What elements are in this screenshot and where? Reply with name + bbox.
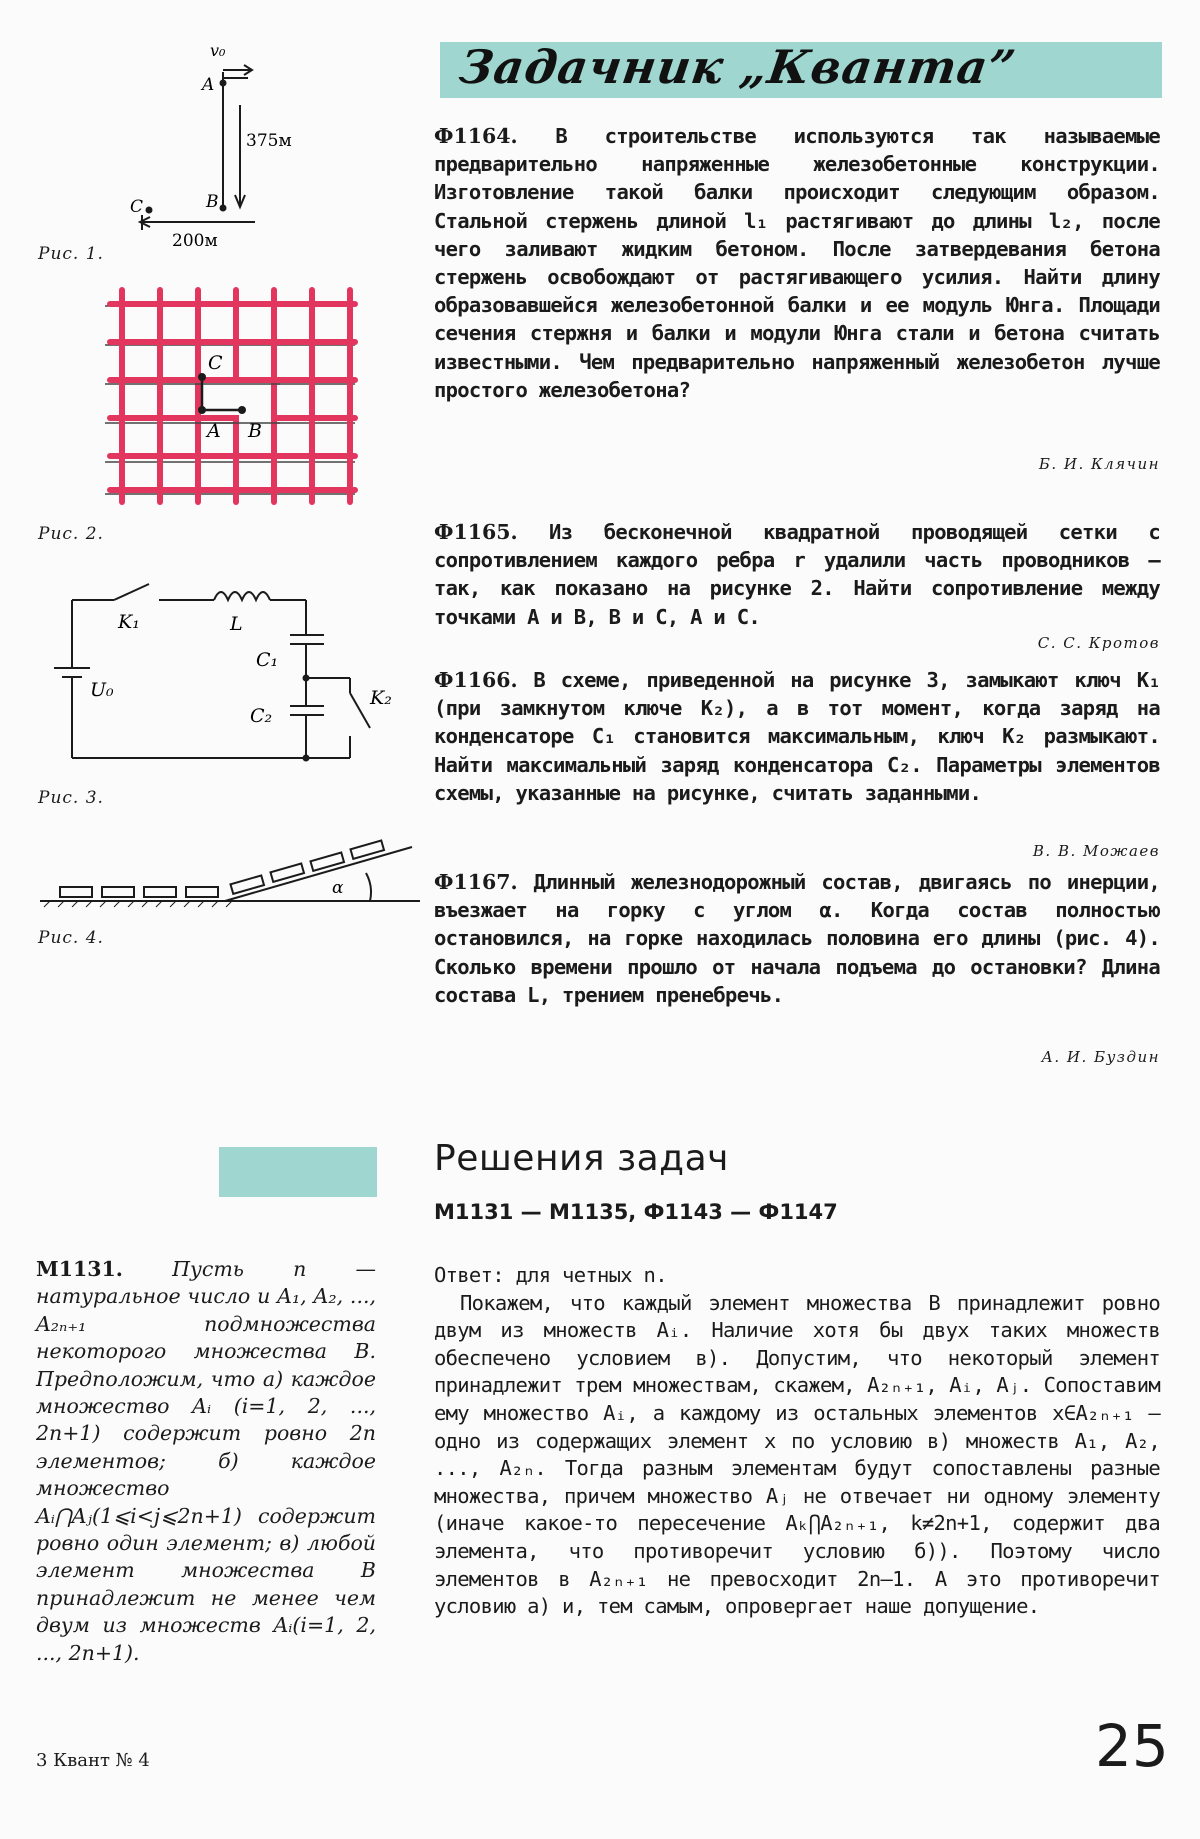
problem-text: Из бесконечной квадратной проводящей сетки с сопротивлением каждого ребра r удалили часть проводников — так, как показано на рисунке 2. Найти сопротивление между точками A и B, B и C, A и C. [434,520,1160,629]
problem-f1165 [434,518,1160,631]
solutions-title: Решения задач [434,1138,729,1179]
figure-2-caption: Рис. 2. [38,524,104,544]
solutions-subtitle: М1131 — М1135, Ф1143 — Ф1147 [434,1200,838,1224]
node-a-marker [198,406,206,414]
m1131-number: М1131. [36,1257,123,1281]
v0-label: v₀ [210,41,226,60]
point-b-marker [220,205,227,212]
footer-issue: 3 Квант № 4 [36,1750,150,1771]
problem-number: Ф1166. [434,668,518,692]
m1131-condition-text: Пусть n — натуральное число и A₁, A₂, ..., A₂ₙ₊₁ подмножества некоторого множества B. Предположим, что а) каждое множество Aᵢ (i=1, 2, ..., 2n+1) содержит ровно 2n элементов; б) каждое множество Aᵢ⋂Aⱼ(1⩽i<j⩽2n+1) содержит ровно один элемент; в) любой элемент множества B принадлежит не менее чем двум из множеств Aᵢ(i=1, 2, ..., 2n+1). [36,1257,376,1665]
point-b-label: B [206,192,219,212]
dist-ab-label: 375м [246,131,292,151]
node-b-marker [238,406,246,414]
point-c-label: C [130,197,144,217]
problem-text: Длинный железнодорожный состав, двигаясь по инерции, въезжает на горку с углом α. Когда состав полностью остановился, на горке находилась половина его длины (рис. 4). Сколько времени прошло от начала подъема до остановки? Длина состава L, трением пренебречь. [434,870,1160,1007]
solution-body [434,1262,1160,1621]
problem-number: Ф1167. [434,870,518,894]
point-a-marker [220,80,227,87]
node-b-label: B [248,420,262,442]
c2-label: C₂ [250,705,273,727]
point-a-label: A [202,75,215,95]
problem-author: Б. И. Клячин [1038,455,1160,473]
page-number: 25 [1095,1712,1169,1780]
u0-label: U₀ [90,679,114,701]
solution-answer: Ответ: для четных n. [434,1263,667,1287]
m1131-condition [36,1256,376,1667]
node-c-marker [198,373,206,381]
problem-number: Ф1165. [434,520,518,544]
figure-4-caption: Рис. 4. [38,928,104,948]
problem-f1166 [434,666,1160,807]
angle-alpha-label: α [332,878,344,898]
problem-text: В строительстве используются так называемые предварительно напряженные железобетонные конструкции. Изготовление такой балки происходит следующим образом. Стальной стержень длиной l₁ растягивают до длины l₂, после чего заливают жидким бетоном. После затвердевания бетона стержень освобождают от растягивающего усилия. Найти длину образовавшейся железобетонной балки и ее модуль Юнга. Площади сечения стержня и балки и модули Юнга стали и бетона считать известными. Чем предварительно напряженный железобетон лучше простого железобетона? [434,124,1160,402]
key-k2-label: K₂ [370,687,392,709]
figure-4 [40,835,420,915]
problem-f1167 [434,868,1160,1009]
problem-author: А. И. Буздин [1041,1048,1160,1066]
figure-3 [44,578,404,778]
problem-number: Ф1164. [434,124,518,148]
point-c-marker [146,207,153,214]
dist-bc-label: 200м [172,231,218,251]
node-c-label: C [208,352,223,374]
figure-3-caption: Рис. 3. [38,788,104,808]
figure-1 [120,40,292,251]
solutions-band [219,1147,377,1197]
key-k1-label: K₁ [118,611,140,633]
figure-1-caption: Рис. 1. [38,244,104,264]
inductor-label: L [230,613,243,635]
problem-text: В схеме, приведенной на рисунке 3, замыкают ключ К₁ (при замкнутом ключе К₂), а в тот момент, когда заряд на конденсаторе C₁ становится максимальным, ключ К₂ размыкают. Найти максимальный заряд конденсатора C₂. Параметры элементов схемы, указанные на рисунке, считать заданными. [434,668,1160,805]
problem-author: С. С. Кротов [1037,634,1160,652]
figure-2 [100,280,360,510]
problem-f1164 [434,122,1160,404]
section-title: Задачник „Кванта” [456,40,1020,94]
node-a-label: A [207,420,221,442]
c1-label: C₁ [256,649,279,671]
problem-author: В. В. Можаев [1032,842,1160,860]
solution-text: Покажем, что каждый элемент множества B принадлежит ровно двум из множеств Aᵢ. Наличие хотя бы двух таких множеств обеспечено условием в). Допустим, что некоторый элемент принадлежит трем множествам, скажем, A₂ₙ₊₁, Aᵢ, Aⱼ. Сопоставим ему множество Aᵢ, а каждому из остальных элементов x∈A₂ₙ₊₁ — одно из содержащих элемент x по условию в) множеств A₁, A₂, ..., A₂ₙ. Тогда разным элементам будут сопоставлены разные множества, причем множество Aⱼ не отвечает ни одному элементу (иначе какое-то пересечение Aₖ⋂A₂ₙ₊₁, k≠2n+1, содержит два элемента, что противоречит условию б)). Поэтому число элементов в A₂ₙ₊₁ не превосходит 2n—1. А это противоречит условию а) и, тем самым, опровергает наше допущение. [434,1290,1160,1619]
